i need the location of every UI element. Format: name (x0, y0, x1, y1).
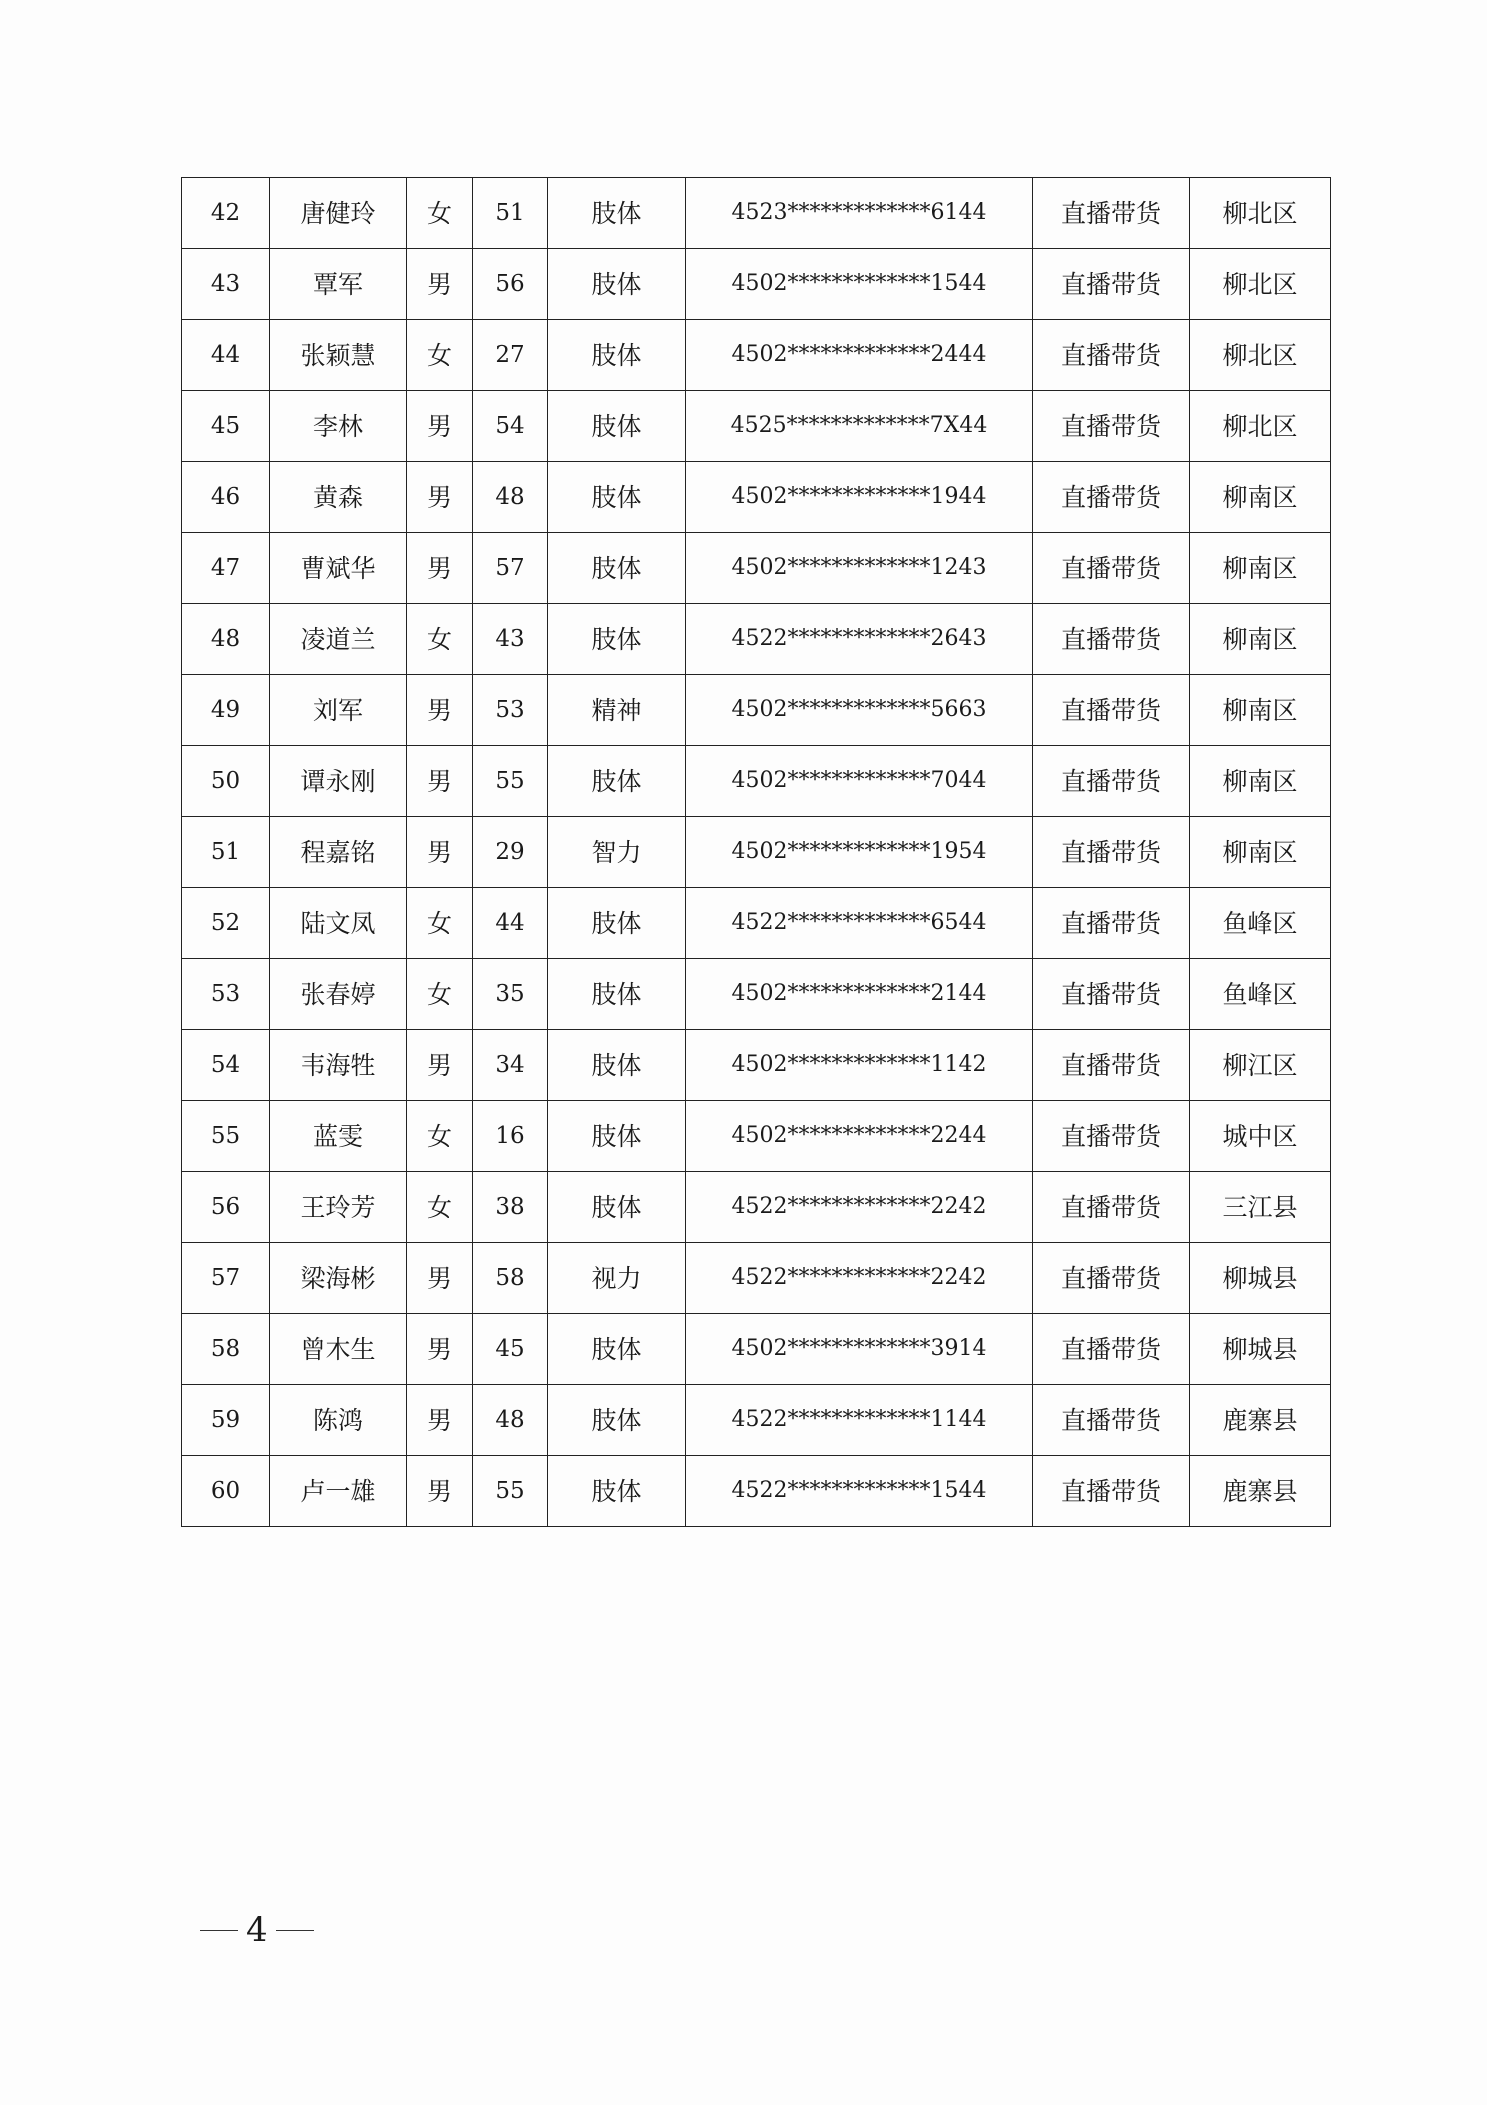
cell-id-number: 4502*************2244 (686, 1101, 1033, 1172)
cell-job: 直播带货 (1033, 817, 1190, 888)
cell-disability-type: 肢体 (548, 604, 686, 675)
cell-gender: 男 (407, 1030, 473, 1101)
cell-disability-type: 肢体 (548, 746, 686, 817)
cell-name: 陈鸿 (270, 1385, 407, 1456)
cell-age: 56 (473, 249, 548, 320)
cell-name: 张春婷 (270, 959, 407, 1030)
cell-number: 56 (182, 1172, 270, 1243)
cell-number: 58 (182, 1314, 270, 1385)
cell-number: 55 (182, 1101, 270, 1172)
table-row (182, 320, 1331, 391)
cell-number: 42 (182, 178, 270, 249)
cell-name: 曹斌华 (270, 533, 407, 604)
cell-disability-type: 肢体 (548, 1101, 686, 1172)
cell-disability-type: 视力 (548, 1243, 686, 1314)
cell-district: 柳北区 (1190, 320, 1331, 391)
cell-id-number: 4522*************2643 (686, 604, 1033, 675)
cell-district: 城中区 (1190, 1101, 1331, 1172)
cell-disability-type: 肢体 (548, 1314, 686, 1385)
cell-disability-type: 肢体 (548, 1456, 686, 1527)
cell-gender: 女 (407, 604, 473, 675)
cell-job: 直播带货 (1033, 1243, 1190, 1314)
cell-district: 柳北区 (1190, 391, 1331, 462)
table-row (182, 462, 1331, 533)
cell-number: 45 (182, 391, 270, 462)
cell-disability-type: 肢体 (548, 1030, 686, 1101)
cell-disability-type: 肢体 (548, 249, 686, 320)
cell-disability-type: 肢体 (548, 320, 686, 391)
cell-name: 王玲芳 (270, 1172, 407, 1243)
cell-job: 直播带货 (1033, 1314, 1190, 1385)
table-row (182, 959, 1331, 1030)
cell-gender: 男 (407, 533, 473, 604)
cell-id-number: 4522*************2242 (686, 1172, 1033, 1243)
cell-gender: 女 (407, 888, 473, 959)
cell-name: 李林 (270, 391, 407, 462)
cell-district: 柳南区 (1190, 675, 1331, 746)
cell-name: 程嘉铭 (270, 817, 407, 888)
page-number (200, 1910, 314, 1950)
cell-district: 鱼峰区 (1190, 959, 1331, 1030)
page-number-dash-right (276, 1930, 314, 1931)
cell-number: 52 (182, 888, 270, 959)
cell-name: 刘军 (270, 675, 407, 746)
cell-number: 60 (182, 1456, 270, 1527)
cell-age: 38 (473, 1172, 548, 1243)
cell-id-number: 4522*************1144 (686, 1385, 1033, 1456)
cell-age: 48 (473, 462, 548, 533)
cell-job: 直播带货 (1033, 1101, 1190, 1172)
cell-name: 唐健玲 (270, 178, 407, 249)
cell-name: 陆文凤 (270, 888, 407, 959)
cell-disability-type: 肢体 (548, 959, 686, 1030)
table-row (182, 604, 1331, 675)
cell-number: 50 (182, 746, 270, 817)
cell-id-number: 4522*************1544 (686, 1456, 1033, 1527)
cell-job: 直播带货 (1033, 320, 1190, 391)
cell-gender: 男 (407, 675, 473, 746)
cell-job: 直播带货 (1033, 462, 1190, 533)
cell-age: 54 (473, 391, 548, 462)
cell-job: 直播带货 (1033, 1456, 1190, 1527)
cell-number: 53 (182, 959, 270, 1030)
cell-name: 曾木生 (270, 1314, 407, 1385)
cell-number: 43 (182, 249, 270, 320)
cell-number: 49 (182, 675, 270, 746)
cell-gender: 男 (407, 1385, 473, 1456)
cell-disability-type: 肢体 (548, 178, 686, 249)
table-row (182, 746, 1331, 817)
cell-name: 谭永刚 (270, 746, 407, 817)
cell-district: 柳南区 (1190, 746, 1331, 817)
cell-id-number: 4525*************7X44 (686, 391, 1033, 462)
cell-job: 直播带货 (1033, 1385, 1190, 1456)
table-row (182, 1456, 1331, 1527)
cell-number: 57 (182, 1243, 270, 1314)
roster-table (181, 177, 1331, 1527)
table-row (182, 1030, 1331, 1101)
cell-gender: 女 (407, 1172, 473, 1243)
cell-number: 46 (182, 462, 270, 533)
table-row (182, 817, 1331, 888)
page-number-value: 4 (246, 1910, 268, 1950)
cell-job: 直播带货 (1033, 675, 1190, 746)
cell-district: 柳南区 (1190, 533, 1331, 604)
cell-district: 鹿寨县 (1190, 1385, 1331, 1456)
cell-name: 黄森 (270, 462, 407, 533)
cell-job: 直播带货 (1033, 249, 1190, 320)
cell-age: 45 (473, 1314, 548, 1385)
cell-age: 44 (473, 888, 548, 959)
cell-age: 58 (473, 1243, 548, 1314)
cell-id-number: 4502*************1944 (686, 462, 1033, 533)
cell-gender: 男 (407, 391, 473, 462)
roster-table-body (182, 178, 1331, 1527)
cell-age: 55 (473, 1456, 548, 1527)
cell-disability-type: 肢体 (548, 888, 686, 959)
cell-number: 47 (182, 533, 270, 604)
cell-district: 柳城县 (1190, 1314, 1331, 1385)
table-row (182, 178, 1331, 249)
cell-disability-type: 肢体 (548, 533, 686, 604)
cell-age: 57 (473, 533, 548, 604)
cell-name: 张颖慧 (270, 320, 407, 391)
table-row (182, 249, 1331, 320)
table-row (182, 391, 1331, 462)
cell-id-number: 4502*************1544 (686, 249, 1033, 320)
cell-age: 35 (473, 959, 548, 1030)
cell-age: 29 (473, 817, 548, 888)
cell-gender: 男 (407, 746, 473, 817)
cell-age: 48 (473, 1385, 548, 1456)
cell-number: 59 (182, 1385, 270, 1456)
cell-disability-type: 肢体 (548, 391, 686, 462)
cell-id-number: 4502*************1142 (686, 1030, 1033, 1101)
cell-age: 43 (473, 604, 548, 675)
cell-district: 柳城县 (1190, 1243, 1331, 1314)
cell-number: 48 (182, 604, 270, 675)
cell-job: 直播带货 (1033, 178, 1190, 249)
table-row (182, 1385, 1331, 1456)
cell-gender: 男 (407, 462, 473, 533)
table-row (182, 1314, 1331, 1385)
cell-name: 蓝雯 (270, 1101, 407, 1172)
cell-disability-type: 肢体 (548, 462, 686, 533)
table-row (182, 1101, 1331, 1172)
cell-gender: 男 (407, 1314, 473, 1385)
cell-district: 鹿寨县 (1190, 1456, 1331, 1527)
cell-age: 27 (473, 320, 548, 391)
cell-number: 51 (182, 817, 270, 888)
cell-job: 直播带货 (1033, 391, 1190, 462)
cell-name: 凌道兰 (270, 604, 407, 675)
cell-id-number: 4502*************1954 (686, 817, 1033, 888)
cell-gender: 女 (407, 959, 473, 1030)
cell-number: 54 (182, 1030, 270, 1101)
cell-job: 直播带货 (1033, 533, 1190, 604)
cell-district: 柳江区 (1190, 1030, 1331, 1101)
cell-age: 53 (473, 675, 548, 746)
cell-district: 柳南区 (1190, 462, 1331, 533)
cell-gender: 男 (407, 817, 473, 888)
cell-age: 51 (473, 178, 548, 249)
cell-district: 柳北区 (1190, 249, 1331, 320)
cell-gender: 男 (407, 1456, 473, 1527)
cell-id-number: 4522*************2242 (686, 1243, 1033, 1314)
cell-disability-type: 肢体 (548, 1172, 686, 1243)
cell-id-number: 4522*************6544 (686, 888, 1033, 959)
cell-job: 直播带货 (1033, 746, 1190, 817)
cell-job: 直播带货 (1033, 959, 1190, 1030)
table-row (182, 1243, 1331, 1314)
table-row (182, 675, 1331, 746)
cell-gender: 女 (407, 320, 473, 391)
cell-disability-type: 智力 (548, 817, 686, 888)
table-row (182, 888, 1331, 959)
cell-id-number: 4523*************6144 (686, 178, 1033, 249)
cell-name: 卢一雄 (270, 1456, 407, 1527)
cell-id-number: 4502*************1243 (686, 533, 1033, 604)
cell-age: 16 (473, 1101, 548, 1172)
cell-gender: 男 (407, 249, 473, 320)
cell-district: 三江县 (1190, 1172, 1331, 1243)
cell-age: 34 (473, 1030, 548, 1101)
cell-job: 直播带货 (1033, 1172, 1190, 1243)
cell-number: 44 (182, 320, 270, 391)
page-number-dash-left (200, 1930, 238, 1931)
cell-id-number: 4502*************3914 (686, 1314, 1033, 1385)
cell-gender: 女 (407, 1101, 473, 1172)
cell-id-number: 4502*************2144 (686, 959, 1033, 1030)
cell-district: 柳北区 (1190, 178, 1331, 249)
cell-district: 柳南区 (1190, 604, 1331, 675)
cell-name: 韦海牲 (270, 1030, 407, 1101)
cell-disability-type: 肢体 (548, 1385, 686, 1456)
cell-gender: 男 (407, 1243, 473, 1314)
cell-job: 直播带货 (1033, 604, 1190, 675)
table-row (182, 1172, 1331, 1243)
cell-id-number: 4502*************5663 (686, 675, 1033, 746)
cell-gender: 女 (407, 178, 473, 249)
cell-district: 柳南区 (1190, 817, 1331, 888)
cell-id-number: 4502*************2444 (686, 320, 1033, 391)
cell-name: 梁海彬 (270, 1243, 407, 1314)
cell-name: 覃军 (270, 249, 407, 320)
cell-disability-type: 精神 (548, 675, 686, 746)
cell-district: 鱼峰区 (1190, 888, 1331, 959)
cell-id-number: 4502*************7044 (686, 746, 1033, 817)
table-row (182, 533, 1331, 604)
cell-age: 55 (473, 746, 548, 817)
cell-job: 直播带货 (1033, 888, 1190, 959)
cell-job: 直播带货 (1033, 1030, 1190, 1101)
